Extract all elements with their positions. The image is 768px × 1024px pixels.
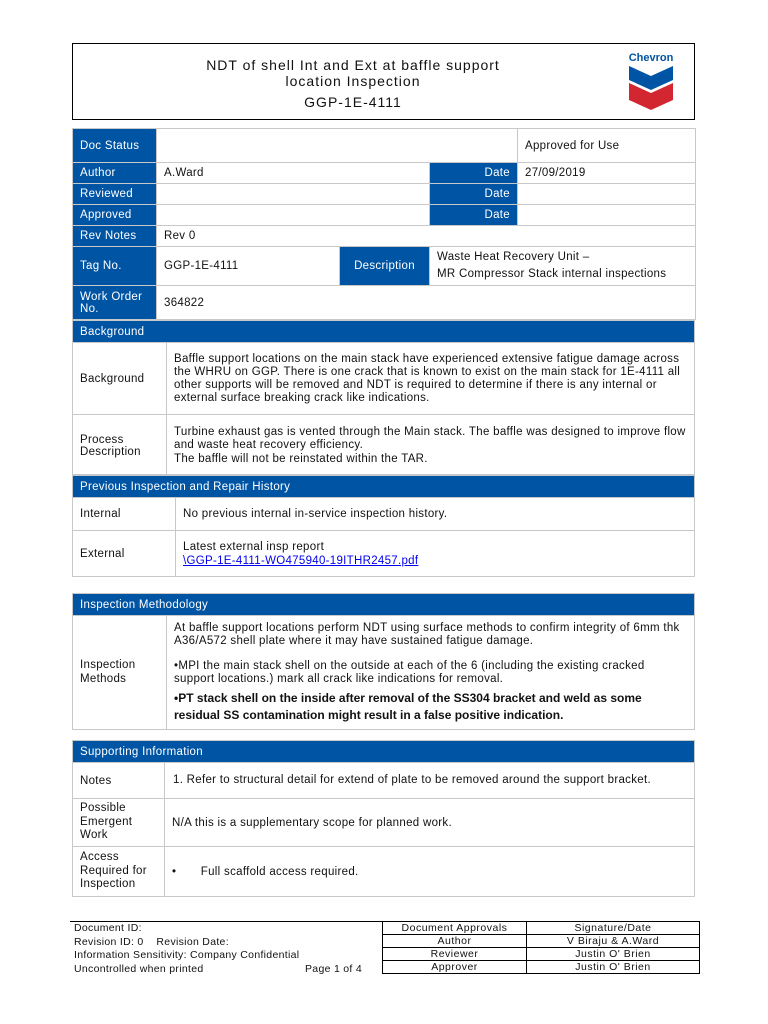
document-info-table (72, 128, 696, 320)
document-title-line1: NDT of shell Int and Ext at baffle support (206, 57, 500, 73)
author-value: A.Ward (157, 163, 430, 184)
tag-label: Tag No. (73, 247, 157, 286)
approval-role-approver: Approver (383, 961, 527, 974)
description-line1: Waste Heat Recovery Unit – (437, 251, 590, 263)
signature-header: Signature/Date (527, 922, 700, 935)
chevron-logo (626, 50, 676, 112)
methodology-heading: Inspection Methodology (73, 594, 695, 616)
external-report-link[interactable]: \GGP-1E-4111-WO475940-19ITHR2457.pdf (183, 554, 419, 567)
document-header (72, 43, 695, 120)
internal-label: Internal (73, 498, 176, 531)
description-line2: MR Compressor Stack internal inspections (437, 268, 667, 280)
approved-for-use: Approved for Use (518, 129, 696, 163)
footer-uncontrolled-row (70, 963, 386, 977)
inspection-methods-label: Inspection Methods (73, 616, 167, 730)
history-heading: Previous Inspection and Repair History (73, 476, 695, 498)
description-value (430, 247, 696, 286)
approved-value (157, 205, 430, 226)
approval-role-author: Author (383, 935, 527, 948)
notes-label: Notes (73, 763, 165, 799)
approval-role-reviewer: Reviewer (383, 948, 527, 961)
footer-sensitivity: Information Sensitivity: Company Confidential (74, 949, 300, 961)
access-required-text: • Full scaffold access required. (165, 847, 695, 897)
reviewed-value (157, 184, 430, 205)
approval-sig-author: V Biraju & A.Ward (527, 935, 700, 948)
author-date-value: 27/09/2019 (518, 163, 696, 184)
author-date-label: Date (430, 163, 518, 184)
background-text: Baffle support locations on the main stack have experienced extensive fatigue damage across the WHRU on GGP. There is one crack that is known to exist on the main stack for 1E-4111 all other supports will be removed and NDT is required to determine if there is any internal or external surface breaking crack like indications. (167, 343, 695, 415)
supporting-table (72, 740, 695, 897)
footer-document-id: Document ID: (74, 922, 142, 934)
approved-date-label: Date (430, 205, 518, 226)
process-description-label: Process Description (73, 415, 167, 475)
internal-text: No previous internal in-service inspection history. (176, 498, 695, 531)
approval-sig-reviewer: Justin O' Brien (527, 948, 700, 961)
methods-intro: At baffle support locations perform NDT using surface methods to confirm integrity of 6mm thk A36/A572 shell plate where it may have sustained fatigue damage. (174, 621, 680, 647)
reviewed-date-value (518, 184, 696, 205)
notes-text: 1. Refer to structural detail for extend of plate to be removed around the support bracket. (165, 763, 695, 799)
external-label: External (73, 531, 176, 577)
access-required-label: Access Required for Inspection (73, 847, 165, 897)
author-label: Author (73, 163, 157, 184)
footer-uncontrolled: Uncontrolled when printed (74, 962, 204, 975)
rev-notes-label: Rev Notes (73, 226, 157, 247)
reviewed-date-label: Date (430, 184, 518, 205)
method-pt: •PT stack shell on the inside after removal of the SS304 bracket and weld as some residual SS contamination might result in a false positive indication. (174, 690, 642, 722)
approved-date-value (518, 205, 696, 226)
approval-sig-approver: Justin O' Brien (527, 961, 700, 974)
work-order-value: 364822 (157, 286, 696, 320)
methodology-table (72, 593, 695, 730)
approvals-table (382, 921, 700, 974)
external-text: Latest external insp report (183, 540, 325, 553)
chevron-logo-text: Chevron (628, 52, 674, 64)
history-table (72, 475, 695, 577)
inspection-methods-value (167, 616, 695, 730)
process-description-value (167, 415, 695, 475)
doc-status-value (157, 129, 518, 163)
emergent-work-label: Possible Emergent Work (73, 799, 165, 847)
background-label: Background (73, 343, 167, 415)
footer-info (70, 921, 386, 978)
reviewed-label: Reviewed (73, 184, 157, 205)
footer-page-number: Page 1 of 4 (305, 962, 363, 975)
supporting-heading: Supporting Information (73, 741, 695, 763)
approved-label: Approved (73, 205, 157, 226)
process-text-1: Turbine exhaust gas is vented through the Main stack. The baffle was designed to improve flow and waste heat recovery efficiency. (174, 425, 686, 452)
rev-notes-value: Rev 0 (157, 226, 696, 247)
document-title-line3: GGP-1E-4111 (304, 94, 402, 110)
method-mpi: •MPI the main stack shell on the outside at each of the 6 (including the existing cracked support locations.) mark all crack like indications for removal. (174, 659, 645, 685)
footer-revision: Revision ID: 0 Revision Date: (74, 935, 229, 948)
doc-status-label: Doc Status (73, 129, 157, 163)
document-title-line2: location Inspection (285, 73, 421, 89)
work-order-label: Work Order No. (73, 286, 157, 320)
tag-value: GGP-1E-4111 (157, 247, 340, 286)
approvals-header: Document Approvals (383, 922, 527, 935)
emergent-work-text: N/A this is a supplementary scope for planned work. (165, 799, 695, 847)
external-value (176, 531, 695, 577)
description-label: Description (340, 247, 430, 286)
background-table (72, 320, 695, 475)
process-text-2: The baffle will not be reinstated within the TAR. (174, 452, 428, 465)
background-heading: Background (73, 321, 695, 343)
